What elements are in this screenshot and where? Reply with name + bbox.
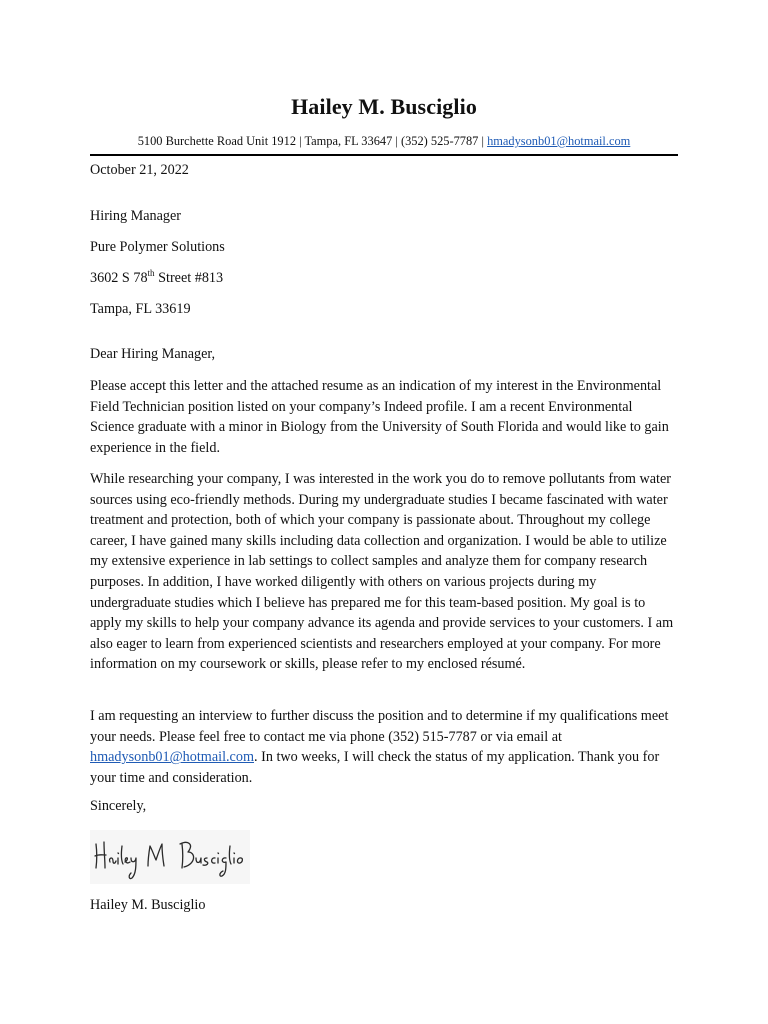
recipient-company: Pure Polymer Solutions	[90, 239, 225, 255]
closing: Sincerely,	[90, 798, 147, 814]
street-suffix: Street #813	[154, 270, 224, 286]
body-paragraph-2: While researching your company, I was interested in the work you do to remove pollutants from water sources using eco-friendly methods. During my undergraduate studies I became fascinated with water treatment and protection, both of which your company is passionate about. Throughout my college career, I have gained many skills including data collection and organization. I would be able to utilize my extensive experience in lab settings to collect samples and analyze them for company research purposes. In addition, I have worked diligently with others on various projects during my undergraduate studies which I believe has prepared me for this team-based position. My goal is to apply my skills to help your company advance its agenda and provide services to your customers. I am also eager to learn from experienced scientists and researchers employed at your company. For more information on my coursework or skills, please refer to my enclosed résumé.	[90, 471, 674, 673]
contact-line	[90, 134, 678, 149]
signature-image	[90, 830, 250, 884]
street-prefix: 3602 S 78	[90, 270, 148, 286]
contact-details: 5100 Burchette Road Unit 1912 | Tampa, FL 33647 | (352) 525-7787 |	[137, 134, 488, 148]
recipient-city: Tampa, FL 33619	[90, 301, 191, 317]
email-link[interactable]: hmadysonb01@hotmail.com	[90, 749, 254, 766]
recipient-street	[90, 270, 223, 287]
signed-name: Hailey M. Busciglio	[90, 897, 206, 913]
applicant-name-heading: Hailey M. Busciglio	[291, 94, 477, 119]
body-paragraph-1: Please accept this letter and the attached resume as an indication of my interest in the Environmental Field Technician position listed on your company’s Indeed profile. I am a recent Environmental Science graduate with a minor in Biology from the University of South Florida and would like to gain experience in the field.	[90, 378, 669, 456]
body-paragraph-3	[90, 706, 680, 788]
recipient-title: Hiring Manager	[90, 208, 182, 224]
paragraph-3-text: I am requesting an interview to further discuss the position and to determine if my qualifications meet your needs. Please feel free to contact me via phone (352) 515-7787 or via email at	[90, 708, 669, 745]
salutation: Dear Hiring Manager,	[90, 346, 216, 362]
handwritten-signature	[90, 830, 250, 884]
header-divider	[90, 154, 678, 156]
letter-date: October 21, 2022	[90, 162, 189, 178]
paragraph-3-closing-text: . In two weeks, I will check the status of my application. Thank you for your time and consideration.	[90, 749, 660, 786]
street-ordinal: th	[147, 268, 155, 278]
contact-email-link[interactable]: hmadysonb01@hotmail.com	[487, 134, 631, 148]
